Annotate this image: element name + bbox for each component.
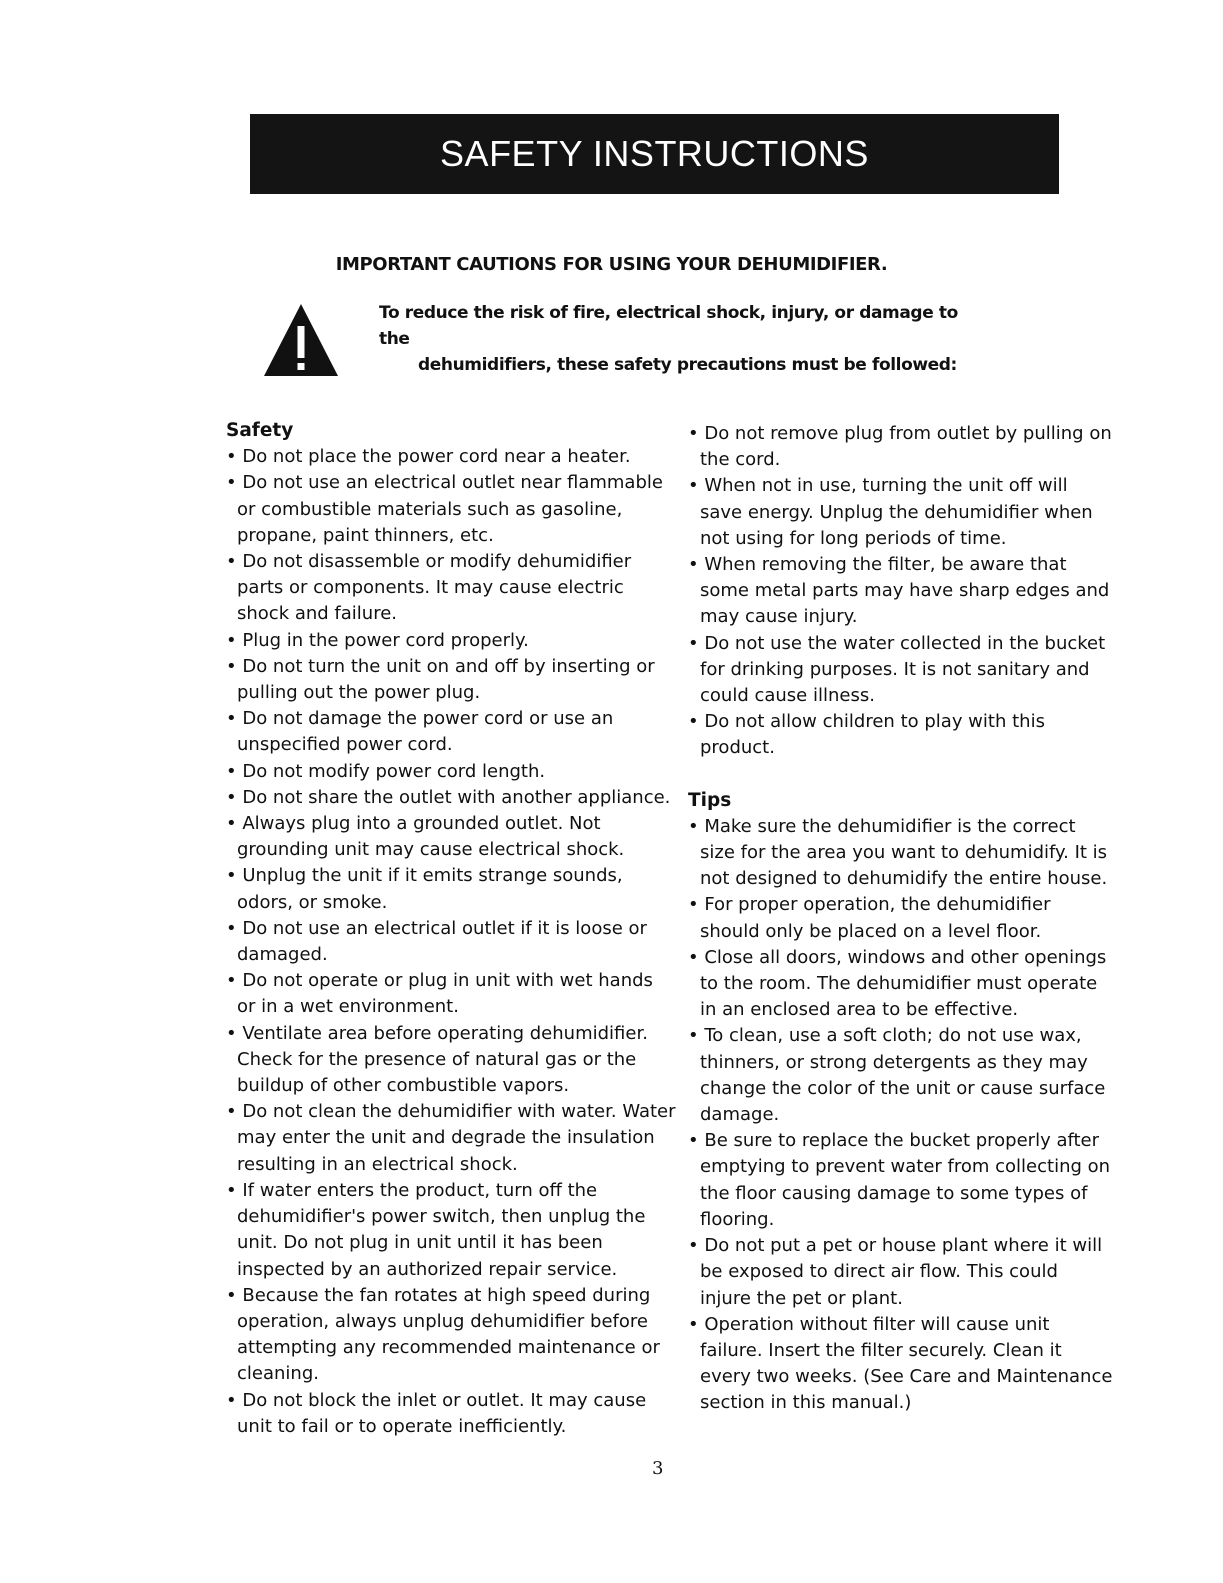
subtitle: IMPORTANT CAUTIONS FOR USING YOUR DEHUMIDIFIER. [335,254,888,275]
safety-item: • Do not operate or plug in unit with wet hands or in a wet environment. [226,970,653,1018]
safety-item: • Ventilate area before operating dehumidifier. Check for the presence of natural gas or the buildup of other combustible vapors. [226,1022,648,1097]
tips-item: • Close all doors, windows and other openings to the room. The dehumidifier must operate in an enclosed area to be effective. [688,946,1107,1021]
safety-item: • Do not block the inlet or outlet. It may cause unit to fail or to operate inefficiently. [226,1389,647,1437]
tips-item: • Operation without filter will cause unit failure. Insert the filter securely. Clean it every two weeks. (See Care and Maintenance section in this manual.) [688,1313,1113,1414]
safety-item: • Do not use an electrical outlet if it is loose or damaged. [226,917,647,966]
tips-heading: Tips [688,789,732,811]
right-column [688,418,1113,1417]
safety-item: • Do not allow children to play with this product. [688,711,1045,759]
safety-item: • Do not share the outlet with another appliance. [226,786,671,808]
safety-item: • Do not turn the unit on and off by inserting or pulling out the power plug. [226,655,655,704]
safety-item: • Always plug into a grounded outlet. Not grounding unit may cause electrical shock. [226,813,625,861]
tips-item: • Make sure the dehumidifier is the correct size for the area you want to dehumidify. It is not designed to dehumidify the entire house. [688,815,1108,890]
tips-item: • Be sure to replace the bucket properly after emptying to prevent water from collecting on the floor causing damage to some types of flooring. [688,1130,1111,1230]
warning-triangle-icon [261,302,341,378]
safety-item: • Do not disassemble or modify dehumidifier parts or components. It may cause electric shock and failure. [226,551,632,625]
page-number: 3 [652,1458,664,1479]
tips-item: • To clean, use a soft cloth; do not use wax, thinners, or strong detergents as they may change the color of the unit or cause surface damage. [688,1025,1106,1126]
safety-heading: Safety [226,420,294,441]
warning-notice [370,300,970,378]
safety-item: • When removing the filter, be aware that some metal parts may have sharp edges and may cause injury. [688,554,1110,628]
safety-item: • Do not use an electrical outlet near flammable or combustible materials such as gasoline, propane, paint thinners, etc. [226,472,663,546]
safety-item: • Do not modify power cord length. [226,760,546,782]
safety-item: • Plug in the power cord properly. [226,629,529,651]
tips-item: • Do not put a pet or house plant where it will be exposed to direct air flow. This could injure the pet or plant. [688,1235,1103,1309]
tips-item: • For proper operation, the dehumidifier should only be placed on a level floor. [688,894,1051,942]
warning-line-2: dehumidifiers, these safety precautions must be followed: [418,355,957,375]
warning-line-1: To reduce the risk of fire, electrical shock, injury, or damage to the [379,303,958,349]
safety-item: • Do not place the power cord near a heater. [226,446,631,468]
page-banner: SAFETY INSTRUCTIONS [250,114,1059,194]
safety-item: • Do not damage the power cord or use an unspecified power cord. [226,708,614,756]
left-column [226,418,676,1440]
safety-item: • When not in use, turning the unit off will save energy. Unplug the dehumidifier when not using for long periods of time. [688,475,1093,549]
safety-item: • Do not remove plug from outlet by pulling on the cord. [688,423,1112,471]
safety-item: • Unplug the unit if it emits strange sounds, odors, or smoke. [226,865,623,913]
safety-item: • Do not use the water collected in the bucket for drinking purposes. It is not sanitary and could cause illness. [688,632,1106,707]
safety-item: • Do not clean the dehumidifier with water. Water may enter the unit and degrade the insulation resulting in an electrical shock. [226,1101,676,1175]
safety-item: • Because the fan rotates at high speed during operation, always unplug dehumidifier before attempting any recommended maintenance or cleaning. [226,1284,660,1385]
safety-item: • If water enters the product, turn off the dehumidifier's power switch, then unplug the unit. Do not plug in unit until it has been inspected by an authorized repair service. [226,1179,646,1280]
